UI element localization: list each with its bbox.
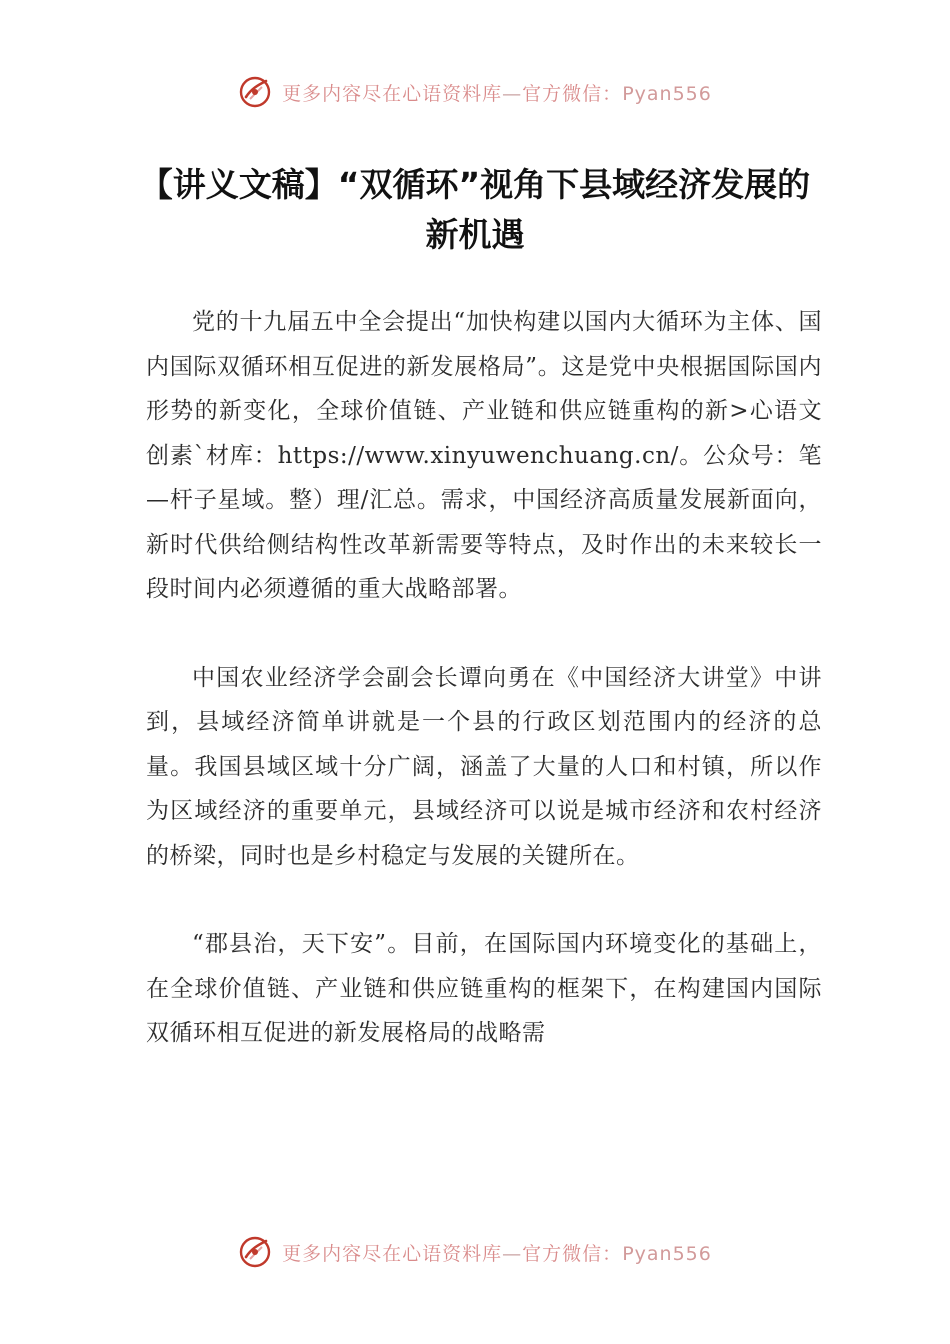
banner-wechat-label: 官方微信： [522, 1242, 623, 1265]
footer-banner [0, 1230, 950, 1274]
brand-logo-icon [238, 75, 272, 109]
document-title: 【讲义文稿】“双循环”视角下县域经济发展的新机遇 [139, 165, 811, 254]
paragraph-3: “郡县治，天下安”。目前，在国际国内环境变化的基础上，在全球价值链、产业链和供应链重构的框架下，在构建国内国际双循环相互促进的新发展格局的战略需 [146, 931, 822, 1046]
document-body [146, 300, 822, 1100]
header-banner [0, 70, 950, 114]
banner-text [282, 79, 712, 106]
banner-separator: — [502, 82, 523, 105]
banner-separator: — [502, 1242, 523, 1265]
banner-wechat-id: Pyan556 [622, 82, 712, 105]
brand-logo-icon [238, 1235, 272, 1269]
paragraph-1: 党的十九届五中全会提出“加快构建以国内大循环为主体、国内国际双循环相互促进的新发展格局”。这是党中央根据国际国内形势的新变化，全球价值链、产业链和供应链重构的新>心语文创素`材库：https://www.xinyuwenchuang.cn/。公众号：笔—杆子星域。整）理/汇总。需求，中国经济高质量发展新面向， 新时代供给侧结构性改革新需要等特点，及时作出的未来较长一段时间内必须遵循的重大战略部署。 [146, 309, 822, 602]
banner-wechat-id: Pyan556 [622, 1242, 712, 1265]
paragraph-2: 中国农业经济学会副会长谭向勇在《中国经济大讲堂》中讲到，县域经济简单讲就是一个县的行政区划范围内的经济的总量。我国县域区域十分广阔，涵盖了大量的人口和村镇，所以作为区域经济的重要单元，县域经济可以说是城市经济和农村经济的桥梁，同时也是乡村稳定与发展的关键所在。 [146, 664, 822, 869]
banner-text [282, 1239, 712, 1266]
banner-main-text: 更多内容尽在心语资料库 [282, 82, 503, 105]
banner-main-text: 更多内容尽在心语资料库 [282, 1242, 503, 1265]
banner-wechat-label: 官方微信： [522, 82, 623, 105]
